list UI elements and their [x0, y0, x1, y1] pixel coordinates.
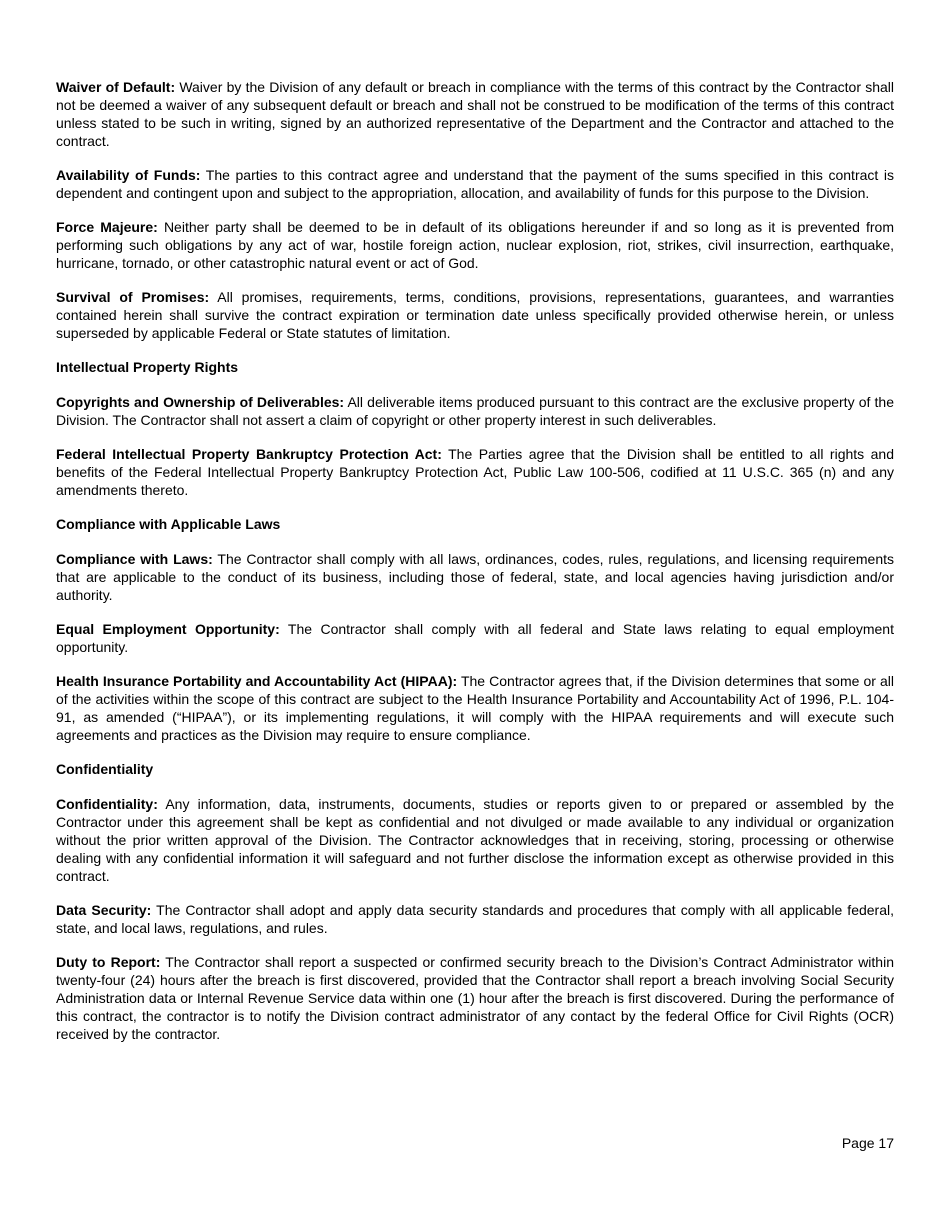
- confidentiality-paragraph: [56, 795, 894, 885]
- page-number: Page 17: [841, 1135, 894, 1151]
- paragraph-text: The Parties agree that the Division shall be entitled to all rights and benefits of the Federal Intellectual Property Bankruptcy Protection Act, Public Law 100-506, codified at 11 U.S.C. 365 (n) and any amendments thereto.: [56, 446, 894, 498]
- paragraph-text: Waiver by the Division of any default or breach in compliance with the terms of this contract by the Contractor shall not be deemed a waiver of any subsequent default or breach and shall not be construed to be modification of the terms of this contract unless stated to be such in writing, signed by an authorized representative of the Department and the Contractor and attached to the contract.: [56, 79, 894, 149]
- paragraph-text: The Contractor shall report a suspected or confirmed security breach to the Division’s Contract Administrator within twenty-four (24) hours after the breach is first discovered, provided that the Contractor shall report a breach involving Social Security Administration data or Internal Revenue Service data within one (1) hour after the breach is first discovered. During the performance of this contract, the contractor is to notify the Division contract administrator of any contact by the federal Office for Civil Rights (OCR) received by the contractor.: [56, 954, 894, 1042]
- paragraph-term: Copyrights and Ownership of Deliverables:: [56, 394, 345, 410]
- copyrights-paragraph: [56, 393, 894, 429]
- paragraph-term: Federal Intellectual Property Bankruptcy Protection Act:: [56, 446, 442, 462]
- compliance-heading: Compliance with Applicable Laws: [56, 516, 281, 532]
- paragraph-term: Force Majeure:: [56, 219, 158, 235]
- survival-of-promises-paragraph: [56, 288, 894, 342]
- bankruptcy-protection-paragraph: [56, 445, 894, 499]
- intellectual-property-heading: Intellectual Property Rights: [56, 359, 239, 375]
- paragraph-term: Confidentiality:: [56, 796, 158, 812]
- paragraph-text: Neither party shall be deemed to be in default of its obligations hereunder if and so long as it is prevented from performing such obligations by any act of war, hostile foreign action, nuclear explosion, riot, strikes, civil insurrection, earthquake, hurricane, tornado, or other catastrophic natural event or act of God.: [56, 219, 895, 271]
- paragraph-text: The Contractor shall comply with all laws, ordinances, codes, rules, regulations, and licensing requirements that are applicable to the conduct of its business, including those of federal, state, and local agencies having jurisdiction and/or authority.: [56, 551, 894, 603]
- paragraph-text: The parties to this contract agree and understand that the payment of the sums specified in this contract is dependent and contingent upon and subject to the appropriation, allocation, and availability of funds for this purpose to the Division.: [56, 167, 894, 201]
- availability-of-funds-paragraph: [56, 166, 894, 202]
- paragraph-term: Duty to Report:: [56, 954, 161, 970]
- equal-employment-paragraph: [56, 620, 894, 656]
- confidentiality-heading: Confidentiality: [56, 761, 154, 777]
- document-body: [56, 78, 894, 1059]
- paragraph-term: Waiver of Default:: [56, 79, 176, 95]
- paragraph-text: Any information, data, instruments, documents, studies or reports given to or prepared or assembled by the Contractor under this agreement shall be kept as confidential and not divulged or made available to any individual or organization without the prior written approval of the Division. The Contractor acknowledges that in receiving, storing, processing or otherwise dealing with any confidential information it will safeguard and not further disclose the information except as otherwise provided in this contract.: [56, 796, 894, 884]
- paragraph-term: Health Insurance Portability and Accountability Act (HIPAA):: [56, 673, 458, 689]
- paragraph-term: Compliance with Laws:: [56, 551, 213, 567]
- paragraph-text: The Contractor shall adopt and apply data security standards and procedures that comply with all applicable federal, state, and local laws, regulations, and rules.: [56, 902, 894, 936]
- paragraph-term: Equal Employment Opportunity:: [56, 621, 280, 637]
- hipaa-paragraph: [56, 672, 894, 744]
- waiver-of-default-paragraph: [56, 78, 894, 150]
- paragraph-text: The Contractor agrees that, if the Division determines that some or all of the activities within the scope of this contract are subject to the Health Insurance Portability and Accountability Act of 1996, P.L. 104-91, as amended (“HIPAA”), or its implementing regulations, it will comply with the HIPAA requirements and will execute such agreements and practices as the Division may require to ensure compliance.: [56, 673, 894, 743]
- duty-to-report-paragraph: [56, 953, 894, 1043]
- paragraph-text: All deliverable items produced pursuant to this contract are the exclusive property of the Division. The Contractor shall not assert a claim of copyright or other property interest in such deliverables.: [56, 394, 894, 428]
- paragraph-term: Availability of Funds:: [56, 167, 201, 183]
- paragraph-term: Survival of Promises:: [56, 289, 210, 305]
- paragraph-term: Data Security:: [56, 902, 152, 918]
- paragraph-text: All promises, requirements, terms, conditions, provisions, representations, guarantees, and warranties contained herein shall survive the contract expiration or termination date unless specifically provided otherwise herein, or unless superseded by applicable Federal or State statutes of limitation.: [56, 289, 894, 341]
- force-majeure-paragraph: [56, 218, 894, 272]
- data-security-paragraph: [56, 901, 894, 937]
- compliance-with-laws-paragraph: [56, 550, 894, 604]
- paragraph-text: The Contractor shall comply with all federal and State laws relating to equal employment opportunity.: [56, 621, 894, 655]
